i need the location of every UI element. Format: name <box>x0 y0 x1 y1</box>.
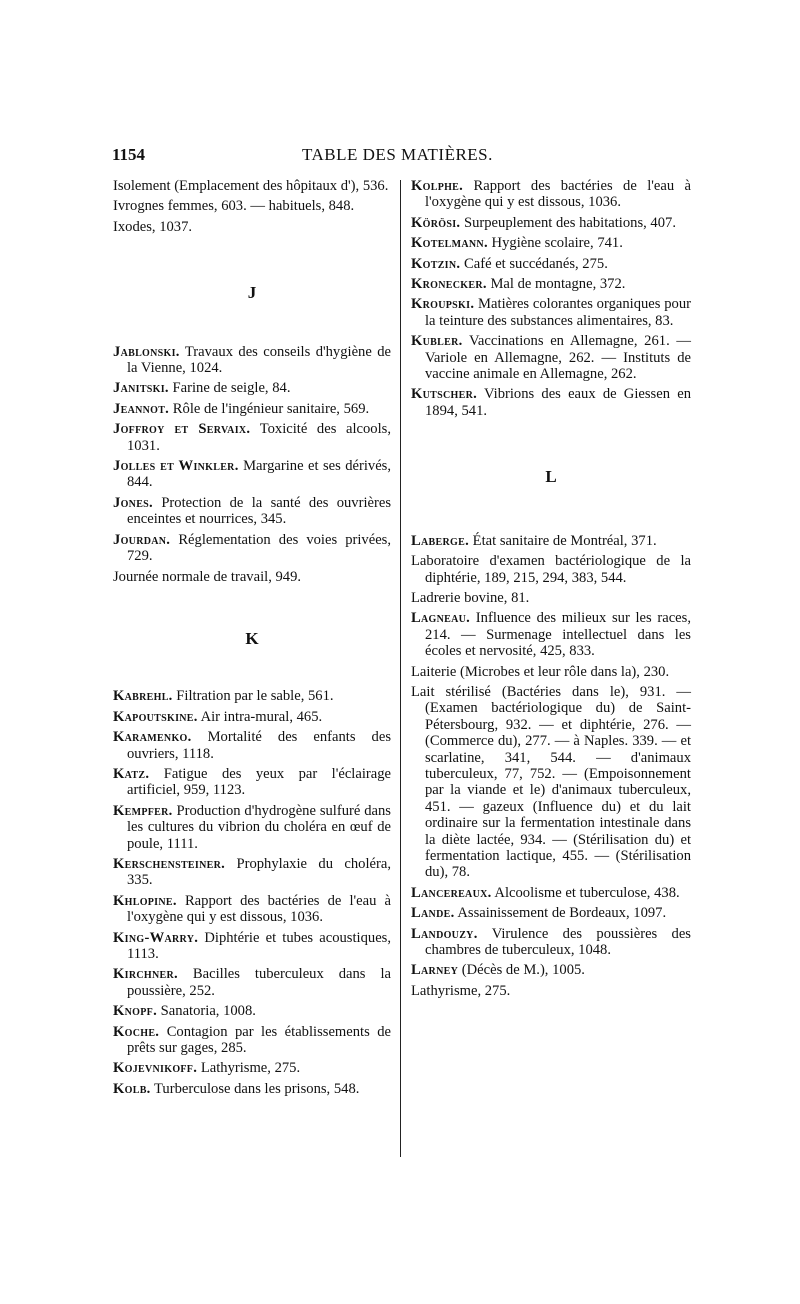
index-section-i <box>113 178 391 235</box>
author-name: Kronecker. <box>411 276 487 293</box>
index-entry <box>113 729 391 762</box>
index-entry <box>113 709 391 725</box>
index-entry <box>411 178 691 211</box>
index-entry <box>113 688 391 704</box>
author-name: Kutscher. <box>411 386 478 403</box>
index-section-l <box>411 533 691 1000</box>
author-name: Koche. <box>113 1023 160 1040</box>
entry-text: Contagion par les établissements de prêts sur gages, 285. <box>127 1023 391 1057</box>
section-letter-j: J <box>247 283 257 303</box>
entry-text: Fatigue des yeux par l'éclairage artificiel, 959, 1123. <box>127 765 391 799</box>
running-title: TABLE DES MATIÈRES. <box>302 145 493 164</box>
entry-text: Journée normale de travail, 949. <box>113 568 302 585</box>
entry-text: (Décès de M.), 1005. <box>458 962 585 979</box>
entry-text: Sanatoria, 1008. <box>157 1003 256 1020</box>
author-name: Landouzy. <box>411 925 478 942</box>
entry-text: Rapport des bactéries de l'eau à l'oxygène qui y est dissous, 1036. <box>425 178 691 211</box>
index-entry <box>113 421 391 454</box>
index-entry <box>411 215 691 231</box>
index-entry <box>411 276 691 292</box>
author-name: Jeannot. <box>113 400 170 417</box>
entry-text: Air intra-mural, 465. <box>197 708 323 725</box>
author-name: King-Warry. <box>113 929 199 946</box>
index-section-j <box>113 344 391 585</box>
column-divider <box>400 180 401 1157</box>
author-name: Larney <box>411 962 459 979</box>
author-name: Jourdan. <box>113 531 171 548</box>
entry-text: Mal de montagne, 372. <box>486 276 626 293</box>
author-name: Kerschensteiner. <box>113 855 226 872</box>
index-entry <box>411 590 691 606</box>
author-name: Karamenko. <box>113 729 192 746</box>
index-entry <box>411 386 691 419</box>
index-entry <box>411 926 691 959</box>
index-entry <box>411 553 691 586</box>
entry-text: Laiterie (Microbes et leur rôle dans la), 230. <box>411 663 670 680</box>
entry-text: Virulence des poussières des chambres de tuberculeux, 1048. <box>425 925 691 959</box>
index-entry <box>411 905 691 921</box>
index-entry <box>113 380 391 396</box>
entry-text: Prophylaxie du choléra, 335. <box>127 855 391 889</box>
author-name: Kotzin. <box>411 255 461 272</box>
index-entry <box>113 178 391 194</box>
index-entry <box>113 1024 391 1057</box>
entry-text: Isolement (Emplacement des hôpitaux d'), 536. <box>113 178 389 194</box>
index-entry <box>113 766 391 799</box>
index-entry <box>411 885 691 901</box>
page-header <box>112 145 690 171</box>
index-entry <box>113 1003 391 1019</box>
left-column <box>113 178 391 1101</box>
author-name: Kabrehl. <box>113 688 173 705</box>
index-entry <box>113 458 391 491</box>
entry-text: Hygiène scolaire, 741. <box>487 235 623 252</box>
entry-text: Ivrognes femmes, 603. — habituels, 848. <box>113 198 355 215</box>
entry-text: Alcoolisme et tuberculose, 438. <box>491 884 680 901</box>
entry-text: Laboratoire d'examen bactériologique de la diphtérie, 189, 215, 294, 383, 544. <box>411 553 691 586</box>
index-entry <box>113 803 391 852</box>
author-name: Janitski. <box>113 380 169 397</box>
index-entry <box>411 235 691 251</box>
index-entry <box>411 610 691 659</box>
index-entry <box>113 930 391 963</box>
author-name: Lagneau. <box>411 610 471 627</box>
entry-text: Bacilles tuberculeux dans la poussière, 252. <box>127 966 391 999</box>
entry-text: Diphtérie et tubes acoustiques, 1113. <box>127 929 391 962</box>
entry-text: Ladrerie bovine, 81. <box>411 589 530 606</box>
index-entry <box>411 684 691 881</box>
entry-text: Protection de la santé des ouvrières enceintes et nourrices, 345. <box>127 494 391 528</box>
author-name: Joffroy et Servaix. <box>113 421 251 438</box>
author-name: Jolles et Winkler. <box>113 458 239 475</box>
author-name: Kotelmann. <box>411 235 488 252</box>
index-entry <box>411 296 691 329</box>
author-name: Kroupski. <box>411 296 475 313</box>
entry-text: Rapport des bactéries de l'eau à l'oxygène qui y est dissous, 1036. <box>127 892 391 926</box>
entry-text: Toxicité des alcools, 1031. <box>127 421 391 454</box>
author-name: Knopf. <box>113 1003 158 1020</box>
index-entry <box>113 569 391 585</box>
index-entry <box>113 495 391 528</box>
index-entry <box>113 198 391 214</box>
entry-text: Filtration par le sable, 561. <box>172 688 334 705</box>
author-name: Khlopine. <box>113 892 177 909</box>
entry-text: Mortalité des enfants des ouvriers, 1118. <box>127 729 391 762</box>
entry-text: Lait stérilisé (Bactéries dans le), 931. — (Examen bactériologique du) de Saint-Pétersbourg, 932. — et diphtérie, 276. — (Commerce du), 277. — à Naples. 339. — et scarlatine, 341, 544. — d'animaux tuberculeux, 77, 752. — (Empoisonnement par la viande et le) d'animaux tuberculeux, 451. — gazeux (Influence du) et du lait ordinaire sur la fermentation intestinale dans la diète lactée, 934. — (Stérilisation du) et fermentation lactique, 455. — (Stérilisation du), 78. <box>411 683 691 881</box>
author-name: Jablonski. <box>113 343 180 360</box>
entry-text: Influence des milieux sur les races, 214. — Surmenage intellectuel dans les écoles et nervosité, 425, 833. <box>425 610 691 660</box>
author-name: Lande. <box>411 905 455 922</box>
author-name: Kempfer. <box>113 802 173 819</box>
entry-text: Café et succédanés, 275. <box>460 255 608 272</box>
index-entry <box>411 533 691 549</box>
section-letter-l: L <box>545 467 557 487</box>
author-name: Kolphe. <box>411 178 464 194</box>
entry-text: Ixodes, 1037. <box>113 218 193 235</box>
page-number: 1154 <box>112 145 146 164</box>
entry-text: Vaccinations en Allemagne, 261. — Variole en Allemagne, 262. — Instituts de vaccine animale en Allemagne, 262. <box>425 333 691 383</box>
author-name: Kirchner. <box>113 966 178 983</box>
author-name: Körösi. <box>411 214 461 231</box>
entry-text: Surpeuplement des habitations, 407. <box>460 214 676 231</box>
section-letter-k: K <box>245 628 259 648</box>
index-entry <box>113 966 391 999</box>
author-name: Kubler. <box>411 333 463 350</box>
index-entry <box>113 401 391 417</box>
index-entry <box>411 664 691 680</box>
index-entry <box>411 333 691 382</box>
author-name: Katz. <box>113 765 150 782</box>
entry-text: Travaux des conseils d'hygiène de la Vienne, 1024. <box>127 343 391 377</box>
index-section-k-continued <box>411 178 691 419</box>
entry-text: Assainissement de Bordeaux, 1097. <box>454 905 667 922</box>
right-column <box>411 178 691 1003</box>
entry-text: Réglementation des voies privées, 729. <box>127 531 391 565</box>
entry-text: Turberculose dans les prisons, 548. <box>150 1080 360 1097</box>
index-entry <box>113 1060 391 1076</box>
entry-text: Vibrions des eaux de Giessen en 1894, 541. <box>425 386 691 419</box>
entry-text: Lathyrisme, 275. <box>411 982 511 999</box>
index-entry <box>411 256 691 272</box>
index-entry <box>113 1081 391 1097</box>
index-entry <box>113 532 391 565</box>
index-entry <box>411 962 691 978</box>
author-name: Laberge. <box>411 532 470 549</box>
index-entry <box>113 219 391 235</box>
author-name: Kolb. <box>113 1080 151 1097</box>
author-name: Kojevnikoff. <box>113 1060 198 1077</box>
index-section-k <box>113 688 391 1097</box>
entry-text: Farine de seigle, 84. <box>168 380 291 397</box>
index-entry <box>113 856 391 889</box>
entry-text: Rôle de l'ingénieur sanitaire, 569. <box>169 400 370 417</box>
index-entry <box>411 983 691 999</box>
entry-text: État sanitaire de Montréal, 371. <box>469 532 657 549</box>
entry-text: Production d'hydrogène sulfuré dans les cultures du vibrion du choléra en œuf de poule, 1111. <box>127 802 391 852</box>
entry-text: Matières colorantes organiques pour la teinture des substances alimentaires, 83. <box>425 296 691 329</box>
entry-text: Margarine et ses dérivés, 844. <box>127 458 391 491</box>
index-entry <box>113 344 391 377</box>
entry-text: Lathyrisme, 275. <box>197 1060 301 1077</box>
author-name: Jones. <box>113 494 153 511</box>
author-name: Kapoutskine. <box>113 708 198 725</box>
index-entry <box>113 893 391 926</box>
author-name: Lancereaux. <box>411 884 492 901</box>
